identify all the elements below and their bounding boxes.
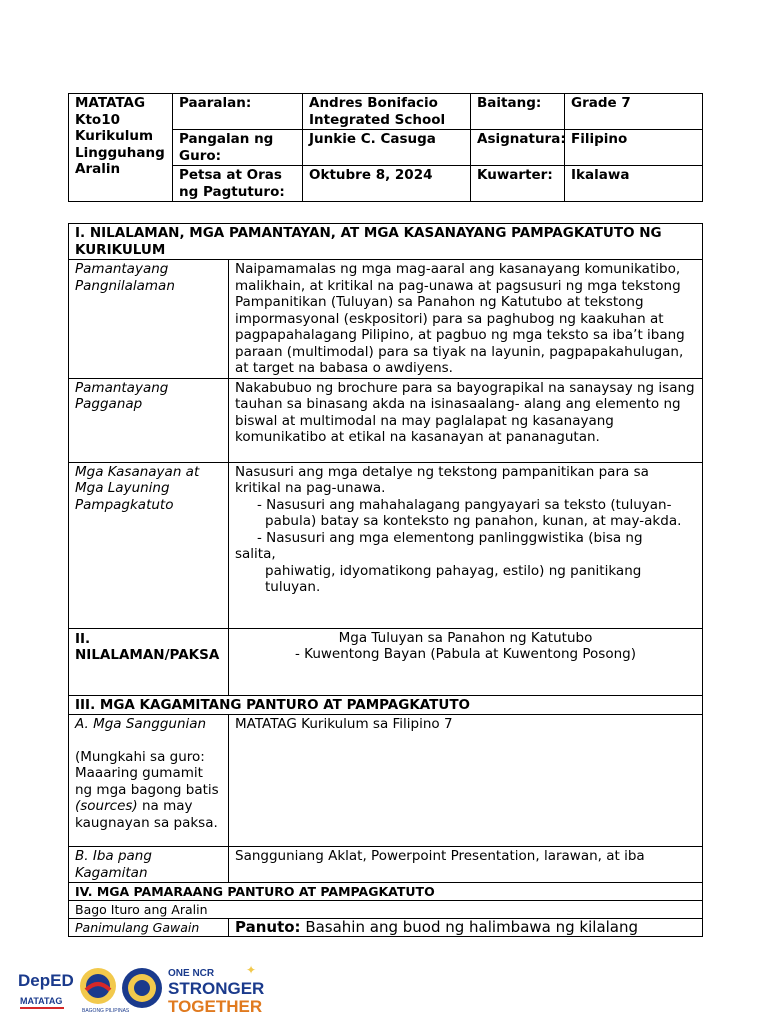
section-1-title: I. NILALAMAN, MGA PAMANTAYAN, AT MGA KASANAYANG PAMPAGKATUTO NG KURIKULUM [69, 224, 703, 260]
competency-item-2-line-4: tuluyan. [265, 579, 321, 595]
competency-item-2-line-2: salita, [235, 546, 276, 562]
references-cell [69, 715, 229, 847]
competencies-text [229, 462, 703, 628]
competencies-intro: Nasusuri ang mga detalye ng tekstong pampanitikan para sa kritikal na pag-unawa. [235, 463, 649, 496]
instruction-body: Basahin ang buod ng halimbawa ng kilalang [300, 918, 639, 936]
svg-text:STRONGER: STRONGER [168, 979, 265, 998]
content-standard-text: Naipamamalas ng mga mag-aaral ang kasanayang komunikatibo, malikhain, at kritikal na pag-unawa at pagsusuri ng mga tekstong Pampanitikan (Tuluyan) sa Panahon ng Katutubo at tekstong impormasyonal (eskpositori) para sa paghubog ng kaakuhan at pagpapahalagang Pilipino, at pagbuo ng mga teksto sa iba’t ibang paraan (multimodal) para sa tiyak na layunin, pagpapakahulugan, at target na babasa o awdiyens. [229, 260, 703, 379]
section-4-title: IV. MGA PAMARAANG PANTURO AT PAMPAGKATUTO [69, 883, 703, 901]
references-label: A. Mga Sanggunian [75, 716, 207, 732]
topic-line-1: Mga Tuluyan sa Panahon ng Katutubo [338, 629, 593, 646]
svg-text:✦: ✦ [246, 963, 257, 977]
svg-text:MATATAG: MATATAG [20, 996, 63, 1006]
competency-item-2-line-3: pahiwatig, idyomatikong pahayag, estilo) ng panitikang [265, 562, 642, 579]
subject-value: Filipino [565, 130, 703, 166]
school-label: Paaralan: [173, 94, 303, 130]
header-table [68, 93, 703, 202]
instruction-text [229, 919, 703, 937]
competency-item-2-line-1: - Nasusuri ang mga elementong panlinggwistika (bisa ng [257, 529, 643, 546]
svg-text:ONE NCR: ONE NCR [168, 968, 215, 979]
one-ncr-stronger-together-logo [168, 963, 264, 1016]
subject-label: Asignatura: [471, 130, 565, 166]
topic-text [229, 628, 703, 695]
references-note: (Mungkahi sa guro: Maaaring gumamit ng mga bagong batis (sources) na may kaugnayan sa paksa. [75, 748, 219, 831]
section-3-title: III. MGA KAGAMITANG PANTURO AT PAMPAGKATUTO [69, 695, 703, 715]
svg-text:BAGONG PILIPINAS: BAGONG PILIPINAS [82, 1008, 130, 1014]
lesson-plan-title: MATATAG Kto10 Kurikulum Lingguhang Aralin [69, 94, 173, 202]
quarter-value: Ikalawa [565, 166, 703, 202]
svg-text:DepED: DepED [18, 971, 74, 990]
competency-item-1-line-1: - Nasusuri ang mahahalagang pangyayari sa teksto (tuluyan- [257, 496, 672, 513]
performance-standard-label: Pamantayang Pagganap [69, 378, 229, 462]
competencies-label: Mga Kasanayan at Mga Layuning Pampagkatuto [69, 462, 229, 628]
teacher-label: Pangalan ng Guro: [173, 130, 303, 166]
teacher-value: Junkie C. Casuga [303, 130, 471, 166]
topic-line-2: - Kuwentong Bayan (Pabula at Kuwentong Posong) [294, 646, 636, 662]
deped-ncr-seal [122, 968, 162, 1008]
svg-text:TOGETHER: TOGETHER [168, 997, 263, 1016]
competency-item-1-line-2: pabula) batay sa konteksto ng panahon, kunan, at may-akda. [265, 513, 682, 529]
quarter-label: Kuwarter: [471, 166, 565, 202]
school-value: Andres Bonifacio Integrated School [303, 94, 471, 130]
intro-activity-label: Panimulang Gawain [69, 919, 229, 937]
lesson-table [68, 223, 703, 937]
date-label: Petsa at Oras ng Pagtuturo: [173, 166, 303, 202]
content-standard-label: Pamantayang Pangnilalaman [69, 260, 229, 379]
grade-label: Baitang: [471, 94, 565, 130]
section-2-label: II. NILALAMAN/PAKSA [69, 628, 229, 695]
grade-value: Grade 7 [565, 94, 703, 130]
performance-standard-text: Nakabubuo ng brochure para sa bayograpikal na sanaysay ng isang tauhan sa binasang akda na isinasaalang- alang ang elemento ng biswal at multimodal na may paglalapat ng kasanayang komunikatibo at etikal na kasanayan at pananagutan. [229, 378, 703, 462]
date-value: Oktubre 8, 2024 [303, 166, 471, 202]
other-materials-label: B. Iba pang Kagamitan [69, 847, 229, 883]
deped-logo [18, 971, 74, 1009]
references-value: MATATAG Kurikulum sa Filipino 7 [229, 715, 703, 847]
instruction-label: Panuto: [235, 918, 301, 936]
footer-logos [18, 960, 288, 1016]
other-materials-value: Sangguniang Aklat, Powerpoint Presentation, larawan, at iba [229, 847, 703, 883]
before-lesson-subheading: Bago Ituro ang Aralin [69, 901, 703, 919]
